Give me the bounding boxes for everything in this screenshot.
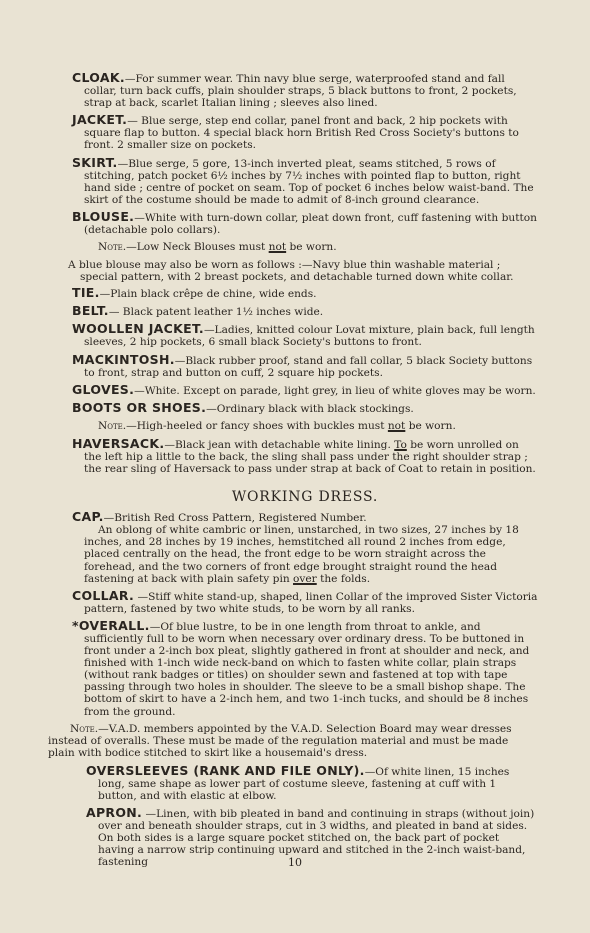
entry-skirt [72, 154, 538, 206]
entry-keyword: CLOAK. [72, 70, 125, 85]
entry-haversack [72, 435, 538, 476]
entry-keyword: MACKINTOSH. [72, 351, 175, 367]
note-text-after: be worn. [286, 241, 337, 254]
entry-keyword: JACKET. [72, 112, 128, 128]
entry-gloves [72, 381, 538, 397]
entry-jacket [72, 114, 538, 151]
entry-text: —Stiff white stand-up, shaped, linen Collar of the improved Sister Victoria pattern, fastened by two white studs, to be worn by all ranks. [84, 590, 538, 615]
entry-keyword: BELT. [72, 303, 109, 319]
cap-description-emphasis: over [293, 572, 317, 585]
entry-text: —Plain black crêpe de chine, wide ends. [99, 288, 317, 301]
note-emphasis: not [268, 241, 287, 254]
entry-cloak [72, 72, 538, 109]
note-text-before: —High-heeled or fancy shoes with buckles must [126, 419, 388, 432]
entry-text: — Blue serge, step end collar, panel front and back, 2 hip pockets with square flap to button. 4 special black horn British Red Cross Society's buttons to front. 2 smaller size on pockets. [84, 115, 519, 152]
entry-woollen-jacket [72, 323, 538, 348]
entry-tie [72, 287, 538, 300]
entry-overall [72, 617, 538, 718]
entry-emphasis: To [394, 438, 407, 451]
entry-text: —Of blue lustre, to be in one length from throat to ankle, and sufficiently full to be worn when necessary over ordinary dress. To be buttoned in front under a 2-inch box pleat, slightly gathered in front at shoulder and neck, and finished with 1-inch wide neck-band on which to fasten white collar, plain straps (without rank badges or titles) on shoulder sewn and fastened at top with tape passing through two holes in shoulder. The sleeve to be a small bishop shape. The bottom of skirt to have a 2-inch hem, and two 1-inch tucks, and should be 8 inches from the ground. [84, 620, 530, 718]
entry-text-before: —Black jean with detachable white lining. [164, 438, 395, 451]
entry-text: —Linen, with bib pleated in band and continuing in straps (without join) over and beneath shoulder straps, cut in 3 widths, and pleated in band at sides. On both sides is a large square pocket stitched on, the back part of pocket having a narrow strip continuing upward and stitched in the 2-inch waist-band, fastening [98, 807, 535, 869]
entry-collar [72, 587, 538, 615]
entry-keyword: WOOLLEN JACKET. [72, 321, 204, 337]
note-label: Note. [70, 722, 99, 735]
note-emphasis: not [387, 419, 406, 432]
entry-belt [72, 305, 538, 318]
entry-keyword: HAVERSACK. [72, 435, 165, 451]
entry-keyword: TIE. [72, 285, 100, 301]
entry-text: —Ladies, knitted colour Lovat mixture, plain back, full length sleeves, 2 hip pockets, 6 small black Society's buttons to front. [84, 324, 535, 349]
entry-keyword: APRON. [86, 804, 143, 820]
entry-text: —Black rubber proof, stand and fall collar, 5 black Society buttons to front, strap and button on cuff, 2 square hip pockets. [84, 354, 533, 379]
entry-text: — Black patent leather 1½ inches wide. [108, 306, 324, 319]
entry-keyword: *OVERALL. [72, 617, 150, 633]
entry-keyword: SKIRT. [72, 154, 118, 170]
note-text-before: —Low Neck Blouses must [126, 241, 269, 254]
entry-text-after: be worn unrolled on the left hip a little to the back, the sling shall pass under the right shoulder strap ; the rear sling of Haversack to pass under strap at back of Coat to retain in position. [84, 438, 536, 476]
entry-keyword: COLLAR. [72, 587, 135, 603]
entry-oversleeves [86, 762, 538, 802]
entry-keyword: BLOUSE. [72, 208, 135, 224]
entry-text: —Ordinary black with black stockings. [206, 402, 414, 415]
entry-keyword: OVERSLEEVES (RANK AND FILE ONLY). [86, 762, 365, 778]
entry-text: —White with turn-down collar, pleat down front, cuff fastening with button (detachable polo collars). [84, 211, 537, 237]
entry-text: —Of white linen, 15 inches long, same shape as lower part of costume sleeve, fastening at cuff with 1 button, and with elastic at elbow. [98, 765, 510, 802]
section-title: WORKING DRESS. [231, 489, 379, 506]
entry-keyword: GLOVES. [72, 381, 135, 397]
entry-keyword: BOOTS OR SHOES. [72, 399, 207, 415]
entry-blouse [72, 208, 538, 237]
page-number: 10 [288, 856, 302, 869]
note-label: Note. [98, 241, 127, 254]
entry-text: —Blue serge, 5 gore, 13-inch inverted pleat, seams stitched, 5 rows of stitching, patch pocket 6½ inches by 7½ inches with pointed flap to button, right hand side ; centre of pocket on seam. Top of pocket 6 inches below waist-band. The skirt of the costume should be made to admit of 8-inch ground clearance. [84, 157, 534, 206]
entry-cap [72, 511, 538, 585]
cap-description-before: An oblong of white cambric or linen, unstarched, in two sizes, 27 inches by 18 inches, and 28 inches by 19 inches, hemstitched all round 2 inches from edge, placed centrally on the head, the front edge to be worn straight across the forehead, and the two corners of front edge brought straight round the head fastening at back with plain safety pin [84, 524, 519, 585]
cap-description-after: the folds. [316, 572, 371, 585]
note-text: —V.A.D. members appointed by the V.A.D. Selection Board may wear dresses instead of overalls. These must be made of the regulation material and must be made plain with bodice stitched to skirt like a housemaid's dress. [48, 722, 512, 759]
boots-note [98, 420, 538, 432]
entry-text: —British Red Cross Pattern, Registered Number. [103, 512, 367, 525]
entry-keyword: CAP. [72, 509, 104, 525]
blouse-alternative: A blue blouse may also be worn as follows :—Navy blue thin washable material ; special pattern, with 2 breast pockets, and detachable turned down white collar. [68, 259, 514, 284]
vad-note [48, 723, 538, 759]
entry-text: —For summer wear. Thin navy blue serge, waterproofed stand and fall collar, turn back cuffs, plain shoulder straps, 5 black buttons to front, 2 pockets, strap at back, scarlet Italian lining ; sleeves also lined. [84, 73, 517, 110]
cap-description [84, 524, 538, 584]
note-label: Note. [98, 419, 127, 432]
entry-text: —White. Except on parade, light grey, in lieu of white gloves may be worn. [134, 384, 536, 397]
entry-mackintosh [72, 351, 538, 379]
entry-boots [72, 399, 538, 415]
blouse-note [98, 241, 538, 253]
note-text-after: be worn. [405, 419, 456, 432]
